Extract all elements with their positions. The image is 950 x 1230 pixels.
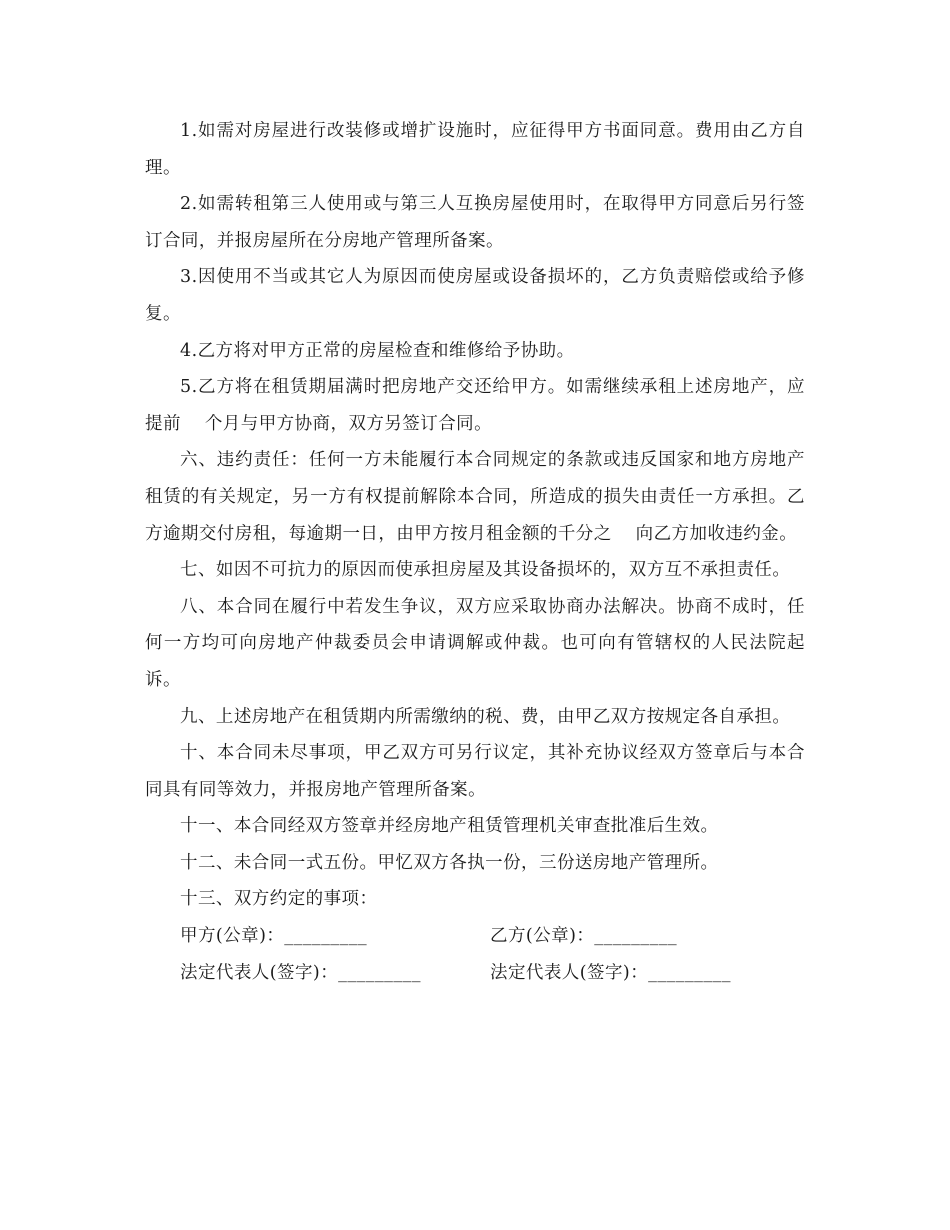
clause-5: 5.乙方将在租赁期届满时把房地产交还给甲方。如需继续承租上述房地产，应提前 个月与甲方协商，双方另签订合同。 xyxy=(145,377,805,434)
clause-taxes: 九、上述房地产在租赁期内所需缴纳的税、费，由甲乙双方按规定各自承担。 xyxy=(180,706,791,727)
clause-effective: 十一、本合同经双方签章并经房地产租赁管理机关审查批准后生效。 xyxy=(180,816,719,837)
clause-copies: 十二、未合同一式五份。甲忆双方各执一份，三份送房地产管理所。 xyxy=(180,852,719,873)
party-b-seal-line: 乙方(公章)：_________ xyxy=(490,926,678,947)
clause-supplement: 十、本合同未尽事项，甲乙双方可另行议定，其补充协议经双方签章后与本合同具有同等效力，并报房地产管理所备案。 xyxy=(145,743,805,800)
clause-dispute: 八、本合同在履行中若发生争议，双方应采取协商办法解决。协商不成时，任何一方均可向房地产仲裁委员会申请调解或仲裁。也可向有管辖权的人民法院起诉。 xyxy=(145,596,805,690)
clause-agreed-matters: 十三、双方约定的事项： xyxy=(180,889,378,910)
signature-row-representative xyxy=(145,955,805,992)
party-b-representative-line: 法定代表人(签字)：_________ xyxy=(490,962,731,983)
clause-force-majeure: 七、如因不可抗力的原因而使承担房屋及其设备损坏的，双方互不承担责任。 xyxy=(180,560,791,581)
party-a-representative-line: 法定代表人(签字)：_________ xyxy=(180,962,421,983)
clause-3: 3.因使用不当或其它人为原因而使房屋或设备损坏的，乙方负责赔偿或给予修复。 xyxy=(145,267,805,324)
party-a-seal-line: 甲方(公章)：_________ xyxy=(180,926,368,947)
clause-2: 2.如需转租第三人使用或与第三人互换房屋使用时，在取得甲方同意后另行签订合同，并报房屋所在分房地产管理所备案。 xyxy=(145,194,805,251)
contract-body xyxy=(145,113,805,991)
clause-breach-liability: 六、违约责任：任何一方未能履行本合同规定的条款或违反国家和地方房地产租赁的有关规定，另一方有权提前解除本合同，所造成的损失由责任一方承担。乙方逾期交付房租，每逾期一日，由甲方按月租金额的千分之 向乙方加收违约金。 xyxy=(145,450,805,544)
clause-1: 1.如需对房屋进行改装修或增扩设施时，应征得甲方书面同意。费用由乙方自理。 xyxy=(145,121,805,178)
clause-4: 4.乙方将对甲方正常的房屋检查和维修给予协助。 xyxy=(180,340,575,361)
signature-row-seal xyxy=(145,918,805,955)
